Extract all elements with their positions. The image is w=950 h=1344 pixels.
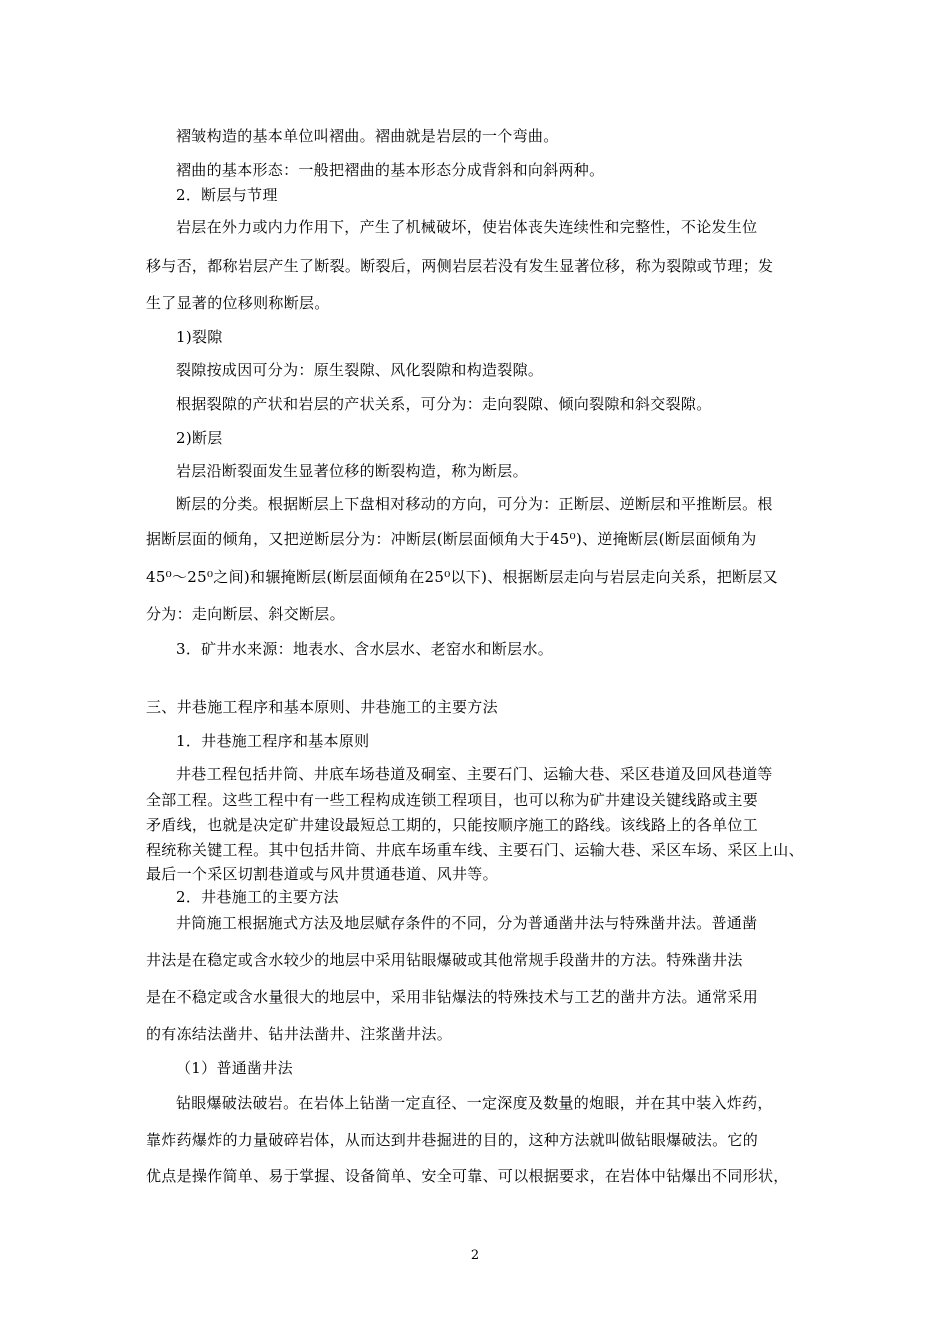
section-heading: 2．井巷施工的主要方法 xyxy=(176,888,339,906)
text-line: 45⁰～25⁰之间)和辗掩断层(断层面倾角在25⁰以下)、根据断层走向与岩层走向关系，把断层又 xyxy=(146,568,778,586)
text-line: 优点是操作简单、易于掌握、设备简单、安全可靠、可以根据要求，在岩体中钻爆出不同形状， xyxy=(146,1167,789,1185)
subsection-heading: 2)断层 xyxy=(176,429,223,447)
subsection-heading: （1）普通凿井法 xyxy=(176,1059,293,1077)
text-line: 井巷工程包括井筒、井底车场巷道及硐室、主要石门、运输大巷、采区巷道及回风巷道等 xyxy=(176,765,773,783)
text-line: 程统称关键工程。其中包括井筒、井底车场重车线、主要石门、运输大巷、采区车场、采区上山、 xyxy=(146,841,804,859)
page-number: 2 xyxy=(470,1248,480,1263)
text-line: 岩层沿断裂面发生显著位移的断裂构造，称为断层。 xyxy=(176,462,528,480)
text-line: 褶皱构造的基本单位叫褶曲。褶曲就是岩层的一个弯曲。 xyxy=(176,127,559,145)
text-line: 岩层在外力或内力作用下，产生了机械破坏，使岩体丧失连续性和完整性，不论发生位 xyxy=(176,218,758,236)
section-heading: 2．断层与节理 xyxy=(176,186,278,204)
text-line: 根据裂隙的产状和岩层的产状关系，可分为：走向裂隙、倾向裂隙和斜交裂隙。 xyxy=(176,395,712,413)
text-line: 井法是在稳定或含水较少的地层中采用钻眼爆破或其他常规手段凿井的方法。特殊凿井法 xyxy=(146,951,743,969)
text-line: 的有冻结法凿井、钻井法凿井、注浆凿井法。 xyxy=(146,1025,453,1043)
text-line: 靠炸药爆炸的力量破碎岩体，从而达到井巷掘进的目的，这种方法就叫做钻眼爆破法。它的 xyxy=(146,1131,759,1149)
text-line: 最后一个采区切割巷道或与风井贯通巷道、风井等。 xyxy=(146,865,498,883)
text-line: 断层的分类。根据断层上下盘相对移动的方向，可分为：正断层、逆断层和平推断层。根 xyxy=(176,495,773,513)
text-line: 裂隙按成因可分为：原生裂隙、风化裂隙和构造裂隙。 xyxy=(176,361,544,379)
text-line: 生了显著的位移则称断层。 xyxy=(146,294,330,312)
text-line: 据断层面的倾角，又把逆断层分为：冲断层(断层面倾角大于45⁰)、逆掩断层(断层面倾角为 xyxy=(146,530,757,548)
text-line: 移与否，都称岩层产生了断裂。断裂后，两侧岩层若没有发生显著位移，称为裂隙或节理；发 xyxy=(146,257,774,275)
text-line: 分为：走向断层、斜交断层。 xyxy=(146,605,345,623)
section-heading: 1．井巷施工程序和基本原则 xyxy=(176,732,370,750)
text-line: 全部工程。这些工程中有一些工程构成连锁工程项目，也可以称为矿井建设关键线路或主要 xyxy=(146,791,759,809)
chapter-heading: 三、井巷施工程序和基本原则、井巷施工的主要方法 xyxy=(146,698,498,716)
text-line: 3．矿井水来源：地表水、含水层水、老窑水和断层水。 xyxy=(176,640,554,658)
text-line: 矛盾线，也就是决定矿井建设最短总工期的，只能按顺序施工的路线。该线路上的各单位工 xyxy=(146,816,759,834)
text-line: 钻眼爆破法破岩。在岩体上钻凿一定直径、一定深度及数量的炮眼，并在其中装入炸药， xyxy=(176,1094,773,1112)
text-line: 褶曲的基本形态：一般把褶曲的基本形态分成背斜和向斜两种。 xyxy=(176,161,605,179)
subsection-heading: 1)裂隙 xyxy=(176,328,223,346)
text-line: 是在不稳定或含水量很大的地层中，采用非钻爆法的特殊技术与工艺的凿井方法。通常采用 xyxy=(146,988,759,1006)
text-line: 井筒施工根据施式方法及地层赋存条件的不同，分为普通凿井法与特殊凿井法。普通凿 xyxy=(176,914,758,932)
